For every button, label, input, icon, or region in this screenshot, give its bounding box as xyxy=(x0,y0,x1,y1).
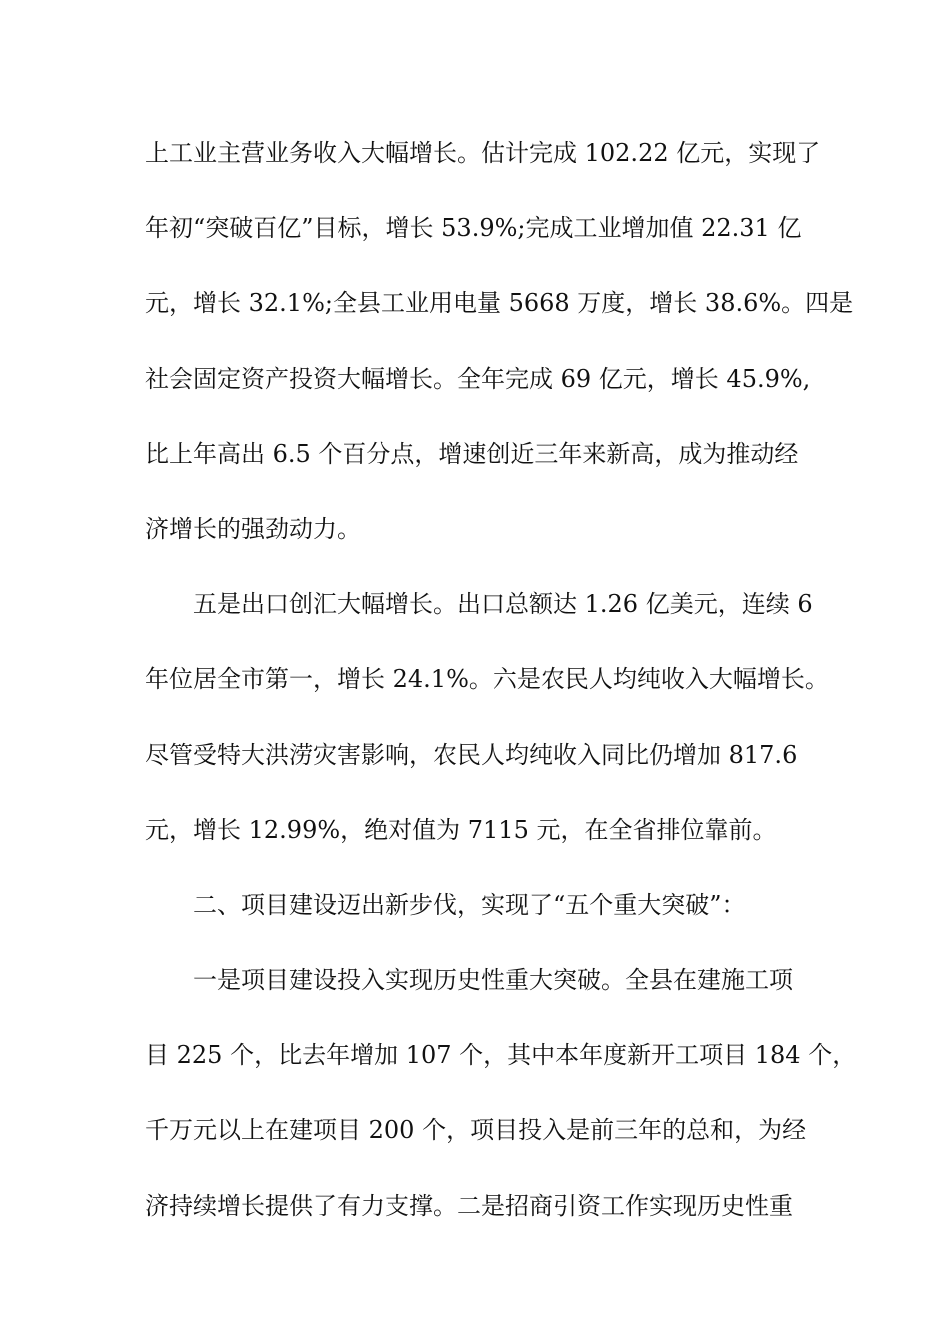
text-line: 济持续增长提供了有力支撑。二是招商引资工作实现历史性重 xyxy=(145,1191,793,1220)
text-line: 上工业主营业务收入大幅增长。估计完成 102.22 亿元，实现了 xyxy=(145,139,821,167)
text-line: 年初“突破百亿”目标，增长 53.9%;完成工业增加值 22.31 亿 xyxy=(145,214,802,243)
text-line: 目 225 个，比去年增加 107 个，其中本年度新开工项目 184 个， xyxy=(145,1041,857,1070)
paragraph-start-line: 一是项目建设投入实现历史性重大突破。全县在建施工项 xyxy=(193,966,793,995)
text-line: 社会固定资产投资大幅增长。全年完成 69 亿元，增长 45.9%, xyxy=(145,364,811,393)
text-line: 济增长的强劲动力。 xyxy=(145,514,361,543)
text-line: 尽管受特大洪涝灾害影响，农民人均纯收入同比仍增加 817.6 xyxy=(145,740,798,769)
text-line: 元，增长 32.1%;全县工业用电量 5668 万度，增长 38.6%。四是 xyxy=(145,289,854,318)
section-heading-line: 二、项目建设迈出新步伐，实现了“五个重大突破”： xyxy=(193,890,746,919)
text-line: 千万元以上在建项目 200 个，项目投入是前三年的总和，为经 xyxy=(145,1116,807,1145)
body-text xyxy=(145,128,857,1256)
text-line: 年位居全市第一，增长 24.1%。六是农民人均纯收入大幅增长。 xyxy=(145,665,829,694)
paragraph-start-line: 五是出口创汇大幅增长。出口总额达 1.26 亿美元，连续 6 xyxy=(193,590,813,619)
text-line: 元，增长 12.99%，绝对值为 7115 元，在全省排位靠前。 xyxy=(145,815,777,844)
text-line: 比上年高出 6.5 个百分点，增速创近三年来新高，成为推动经 xyxy=(145,439,799,468)
